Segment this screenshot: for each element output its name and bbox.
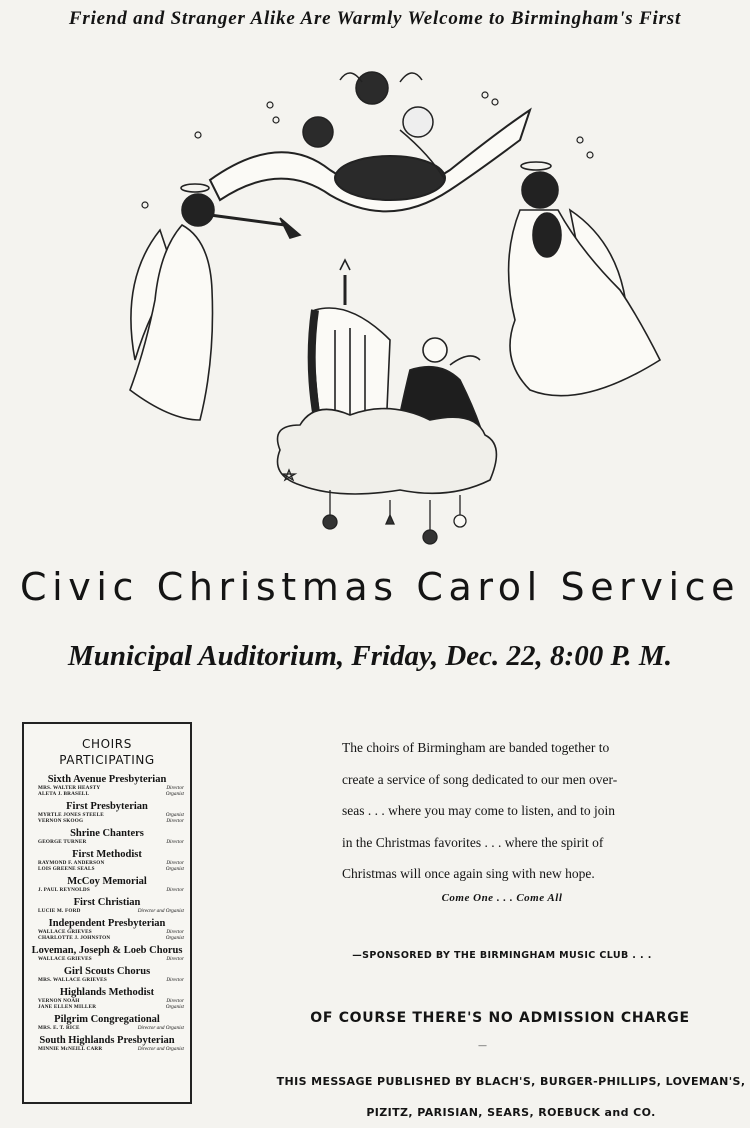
choir-name: Sixth Avenue Presbyterian	[47, 774, 167, 785]
person-name: MRS. E. T. RICE	[38, 1025, 80, 1031]
person-role: Director	[166, 887, 184, 893]
choir-name: South Highlands Presbyterian	[39, 1035, 175, 1046]
angels-illustration	[100, 60, 680, 560]
choir-name: Loveman, Joseph & Loeb Chorus	[31, 945, 183, 956]
person-role: Director	[166, 929, 184, 935]
choir-entry	[24, 849, 190, 872]
choir-person	[24, 908, 190, 914]
choir-name: First Presbyterian	[66, 801, 148, 812]
choir-name: Girl Scouts Chorus	[63, 966, 151, 977]
person-role: Director	[166, 977, 184, 983]
trumpet-angel-icon	[130, 184, 300, 420]
divider-icon: —	[478, 1041, 487, 1051]
body-line: create a service of song dedicated to our men over-	[342, 771, 618, 787]
person-role: Director	[166, 839, 184, 845]
person-name: RAYMOND F. ANDERSON	[38, 860, 105, 866]
person-name: MYRTLE JONES STEELE	[38, 812, 104, 818]
sponsor-line: —SPONSORED BY THE BIRMINGHAM MUSIC CLUB . . .	[352, 950, 652, 961]
choir-entry	[24, 966, 190, 983]
slogan: Come One . . . Come All	[441, 892, 563, 904]
choir-person	[24, 1004, 190, 1010]
person-role: Director	[166, 818, 184, 824]
choir-person	[24, 1046, 190, 1052]
choir-person	[24, 935, 190, 941]
choir-name: Pilgrim Congregational	[54, 1014, 160, 1025]
choir-name: McCoy Memorial	[67, 876, 147, 887]
top-tagline: Friend and Stranger Alike Are Warmly Welcome to Birmingham's First	[68, 8, 682, 29]
person-role: Organist	[165, 812, 184, 818]
choir-entry	[24, 801, 190, 824]
choir-entry	[24, 828, 190, 845]
body-line: Christmas will once again sing with new hope.	[342, 866, 595, 881]
person-name: GEORGE TURNER	[38, 839, 87, 845]
body-line: seas . . . where you may come to listen, and to join	[342, 803, 615, 818]
person-role: Organist	[165, 866, 184, 872]
choir-entry	[24, 897, 190, 914]
person-name: MRS. WALTER HEASTY	[38, 785, 101, 791]
person-role: Director and Organist	[137, 1046, 184, 1052]
choir-person	[24, 791, 190, 797]
person-role: Director	[166, 998, 184, 1004]
person-role: Director and Organist	[137, 1025, 184, 1031]
choir-entry	[24, 1014, 190, 1031]
banner-icon	[210, 110, 530, 211]
choir-entry	[24, 918, 190, 941]
person-role: Organist	[165, 1004, 184, 1010]
person-name: JANE ELLEN MILLER	[38, 1004, 97, 1010]
choir-entry	[24, 945, 190, 962]
person-name: WALLACE GRIEVES	[38, 929, 92, 935]
main-headline: Civic Christmas Carol Service	[20, 565, 741, 609]
choir-person	[24, 1025, 190, 1031]
person-name: MINNIE McNEILL CARR	[38, 1046, 103, 1052]
person-name: ALETA J. BRASELL	[38, 791, 90, 797]
choir-name: Highlands Methodist	[59, 987, 155, 998]
choirs-title-line2: PARTICIPATING	[59, 753, 155, 767]
body-line: The choirs of Birmingham are banded together to	[342, 740, 610, 755]
body-line: in the Christmas favorites . . . where the spirit of	[342, 834, 604, 850]
choir-person	[24, 887, 190, 893]
person-name: J. PAUL REYNOLDS	[38, 887, 90, 893]
choir-person	[24, 866, 190, 872]
choir-name: Shrine Chanters	[70, 828, 144, 839]
admission-line: OF COURSE THERE'S NO ADMISSION CHARGE	[310, 1010, 690, 1026]
publisher-line: THIS MESSAGE PUBLISHED BY BLACH'S, BURGER-PHILLIPS, LOVEMAN'S,	[276, 1075, 746, 1088]
person-name: LOIS GREENE SEALS	[38, 866, 95, 872]
choir-person	[24, 956, 190, 962]
choir-person	[24, 818, 190, 824]
choir-name: Independent Presbyterian	[48, 918, 166, 929]
person-name: VERNON NOAH	[38, 998, 80, 1004]
right-angel-icon	[509, 162, 660, 396]
person-role: Director	[166, 860, 184, 866]
venue-date-line: Municipal Auditorium, Friday, Dec. 22, 8:00 P. M.	[68, 640, 672, 672]
choir-person	[24, 839, 190, 845]
person-name: LUCIE M. FORD	[38, 908, 81, 914]
body-paragraph	[342, 732, 662, 890]
choir-entry	[24, 987, 190, 1010]
person-role: Director and Organist	[137, 908, 184, 914]
publisher-block	[272, 1066, 750, 1128]
person-role: Organist	[165, 935, 184, 941]
person-role: Organist	[165, 791, 184, 797]
choir-person	[24, 977, 190, 983]
choirs-title-line1: CHOIRS	[82, 737, 132, 751]
choirs-title	[24, 736, 190, 768]
choir-name: First Methodist	[72, 849, 142, 860]
person-name: MRS. WALLACE GRIEVES	[38, 977, 107, 983]
person-role: Director	[166, 956, 184, 962]
person-name: WALLACE GRIEVES	[38, 956, 92, 962]
choir-entry	[24, 1035, 190, 1052]
choirs-box	[22, 722, 192, 1104]
choir-list	[24, 774, 190, 1052]
person-role: Director	[166, 785, 184, 791]
choir-entry	[24, 876, 190, 893]
person-name: VERNON SKOOG	[38, 818, 84, 824]
choir-entry	[24, 774, 190, 797]
harpist-icon	[278, 260, 497, 494]
person-name: CHARLOTTE J. JOHNSTON	[38, 935, 111, 941]
publisher-line: PIZITZ, PARISIAN, SEARS, ROEBUCK and CO.	[366, 1106, 656, 1119]
choir-name: First Christian	[73, 897, 141, 908]
